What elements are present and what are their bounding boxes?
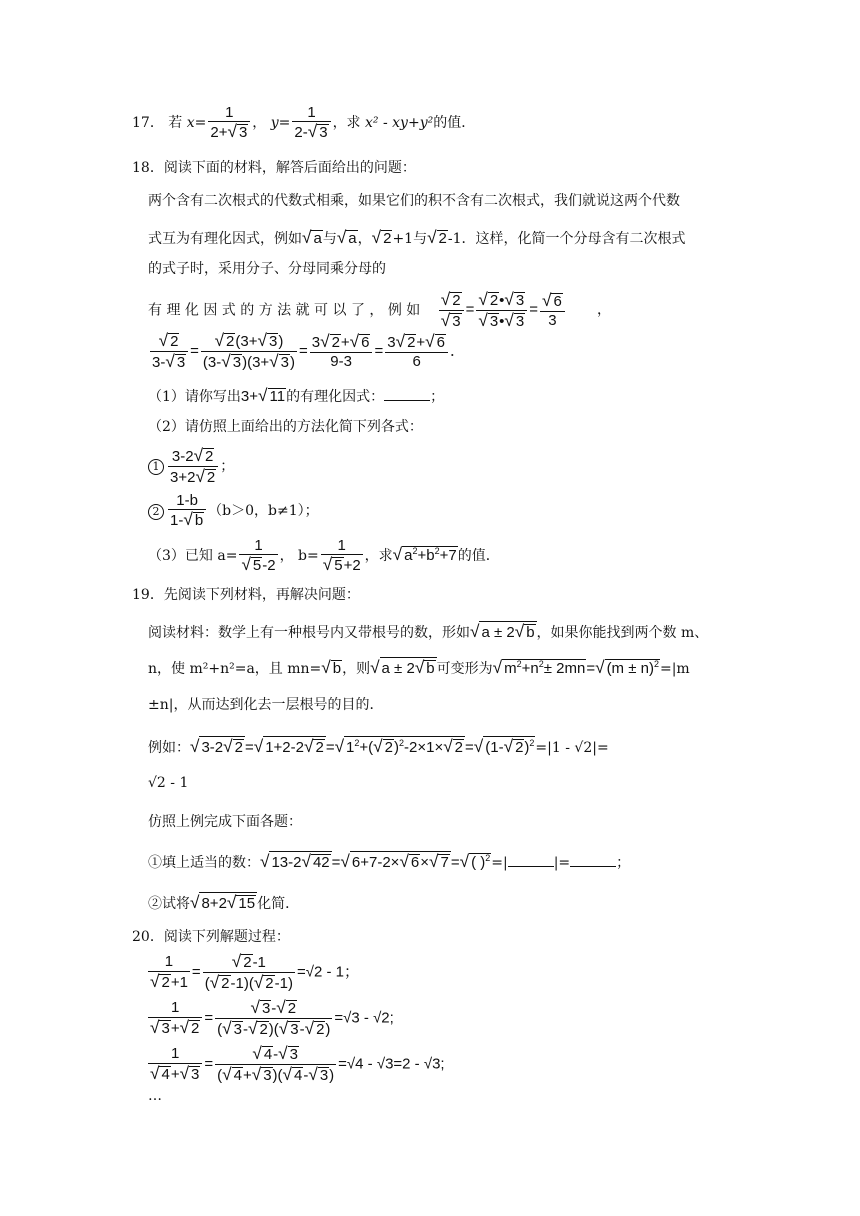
- question-3: （3）已知 a= $\frac{1}{√ 5-2}$ ， b= $\frac{1}{√ 5+2}$ ，求√ $a^2+b^2+7$的值．: [148, 537, 500, 575]
- problem-18-title: 18．阅读下面的材料，解答后面给出的问题：: [132, 160, 416, 176]
- problem-number: 19．: [132, 587, 164, 603]
- circle-number: 2: [148, 504, 164, 520]
- problem-19-title: 19．先阅读下列材料，再解决问题：: [132, 587, 360, 603]
- problem-number: 18．: [132, 160, 164, 176]
- question-1: （1）请你写出3+√ 11的有理化因式： ；: [148, 385, 445, 405]
- paragraph: 的式子时，采用分子、分母同乘分母的: [148, 261, 386, 277]
- sub-question-1: ①填上适当的数：√ 13-2√ 42 =√ 6+7-2×√ 6×√ 7 =√ ( )$^2$=| |= ；: [148, 851, 631, 871]
- problem-number: 17．: [132, 115, 164, 132]
- derivation-row: $\frac{1}{√ 2+1}$ = $\frac{√ 2-1}{(√ 2-1)(√ 2-1)}$ =√2 - 1；: [150, 951, 359, 992]
- example-result: √2 - 1: [148, 775, 189, 791]
- fraction: $\frac{1}{2+√ 3}$: [208, 104, 250, 142]
- derivation-row: $\frac{1}{√ 3+√ 2}$ = $\frac{√ 3-√ 2}{(√ 3-√ 2)(√ 3-√ 2)}$ =√3 - √2;: [150, 997, 394, 1038]
- question-2-1: 1 $\frac{3-2√ 2}{3+2√ 2}$ ；: [148, 446, 234, 487]
- paragraph: n，使 m²+n²=a，且 mn=√ b，则√ a ± 2√ b 可变形为√ $m^2+n^2\pm 2mn=√$ $(m \pm n)^2=|m$: [148, 657, 690, 677]
- answer-blank[interactable]: [570, 854, 616, 867]
- expression: x² - xy+y²: [365, 115, 434, 132]
- paragraph: 仿照上例完成下面各题：: [148, 814, 302, 830]
- question-2-2: 2 $\frac{1-b}{1-√ b}$ （b＞0，b≠1）；: [148, 492, 319, 530]
- answer-blank[interactable]: [508, 854, 554, 867]
- paragraph: 式互为有理化因式，例如√ a与√ a，√ 2+1与√ 2-1．这样，化简一个分母含有二次根式: [148, 227, 686, 247]
- derivation-row: $\frac{1}{√ 4+√ 3}$ = $\frac{√ 4-√ 3}{(√ 4+√ 3)(√ 4-√ 3)}$ =√4 - √3=2 - √3;: [150, 1043, 445, 1084]
- circle-number: 1: [148, 459, 164, 475]
- example-derivation: $\frac{√ 2}{3-√ 3}$ = $\frac{√ 2(3+√ 3)}{(3-√ 3)(3+√ 3)}$ = $\frac{3√ 2+√ 6}{9-3}$ = $\frac{3√ 2+√ 6}{6}$ ．: [152, 330, 465, 371]
- paragraph: 两个含有二次根式的代数式相乘，如果它们的积不含有二次根式，我们就说这两个代数: [148, 193, 680, 209]
- paragraph: 阅读材料：数学上有一种根号内又带根号的数，形如√ a ± 2√ b ，如果你能找到两个数 m、: [148, 621, 709, 641]
- paragraph: ±n|，从而达到化去一层根号的目的．: [148, 697, 384, 713]
- question-2: （2）请仿照上面给出的方法化简下列各式：: [148, 419, 423, 435]
- example-line: 例如：√ 3-2√ 2 =√ 1+2-2√ 2 =√ $1^2+(√$ 2)$^2$-2×1×√ 2 =√ (1-√ 2)$^2$=|1 - √2|=: [148, 736, 609, 756]
- problem-17: 17． 若 x= $\frac{1}{2+√ 3}$ ， y= $\frac{1}{2-√ 3}$ ，求 x² - xy+y²的值．: [132, 104, 476, 142]
- answer-blank[interactable]: [384, 388, 430, 401]
- example-line: 有 理 化 因 式 的 方 法 就 可 以 了 ， 例 如 $\frac{√ 2}{√ 3}$ = $\frac{√ 2•√ 3}{√ 3•√ 3}$ = $\frac{√ 6}{3}$ ，: [148, 289, 611, 330]
- problem-number: 20．: [132, 929, 164, 945]
- problem-20-title: 20．阅读下列解题过程：: [132, 929, 290, 945]
- sub-question-2: ②试将√ 8+2√ 15 化简．: [148, 892, 300, 912]
- fraction: $\frac{1}{2-√ 3}$: [292, 104, 330, 142]
- ellipsis: …: [148, 1088, 162, 1104]
